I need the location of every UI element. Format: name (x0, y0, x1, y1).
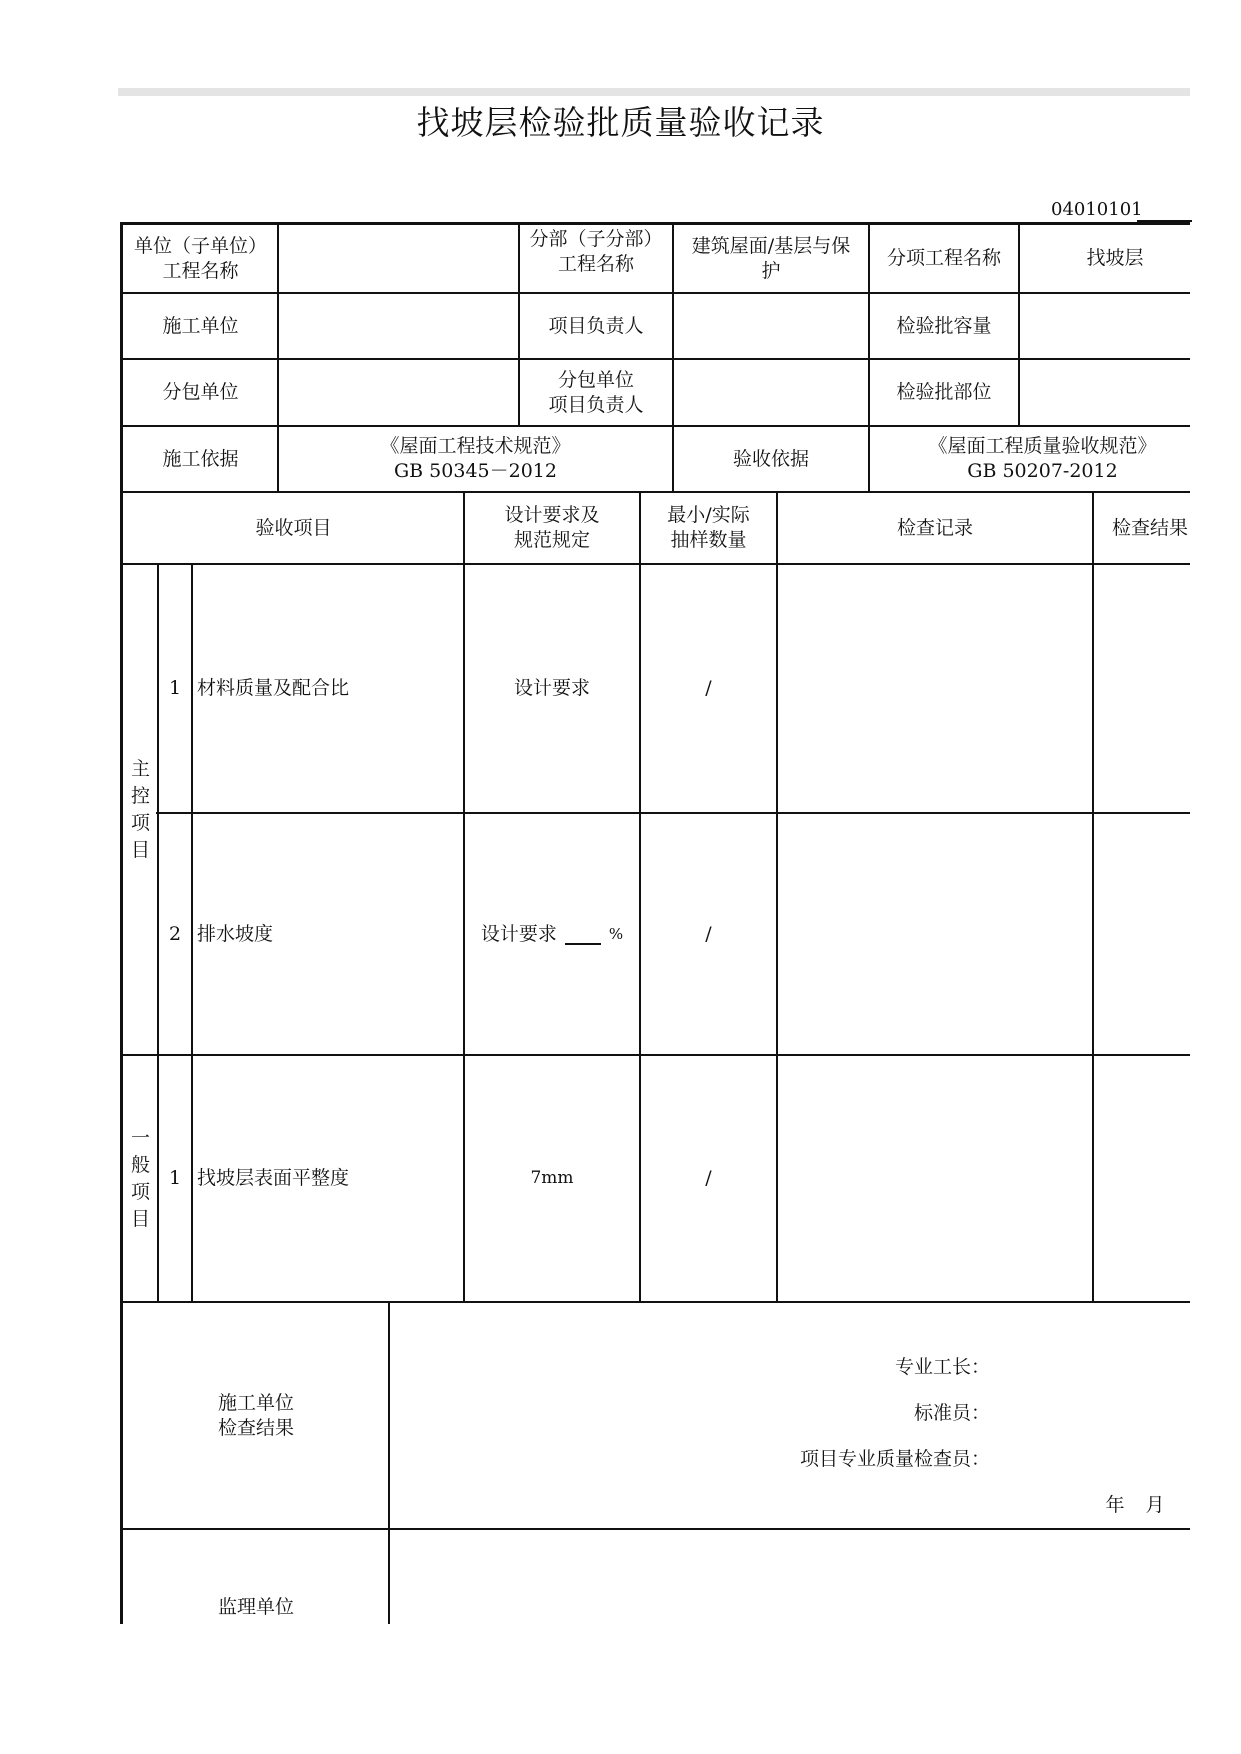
batch-capacity-label: 检验批容量 (896, 314, 992, 337)
design-requirement: 设计要求 (513, 677, 590, 699)
row-number: 1 (168, 677, 182, 699)
col-line (1092, 491, 1094, 1303)
sub-manager-value (674, 360, 868, 425)
contractor-value (279, 294, 518, 358)
col-header-design: 设计要求及 规范规定 (504, 504, 600, 551)
sub-project-value: 建筑屋面/基层与保 护 (691, 234, 851, 282)
acceptance-basis-label: 验收依据 (732, 447, 809, 470)
design-requirement: 7mm (530, 1168, 574, 1188)
sample-count: / (705, 922, 712, 945)
unit-project-value (279, 225, 518, 292)
col-line (776, 491, 778, 1303)
row-line (122, 1528, 1190, 1530)
top-divider (118, 88, 1190, 96)
slope-value-blank[interactable] (565, 923, 601, 945)
item-project-value: 找坡层 (1086, 247, 1144, 269)
quality-inspector-label: 项目专业质量检查员： (799, 1447, 990, 1470)
subcontractor-value (279, 360, 518, 425)
acceptance-basis-value: 《屋面工程质量验收规范》 GB 50207-2012 (928, 435, 1157, 482)
project-manager-value (674, 294, 868, 358)
foreman-label: 专业工长： (894, 1355, 990, 1378)
item-name: 排水坡度 (197, 922, 274, 945)
main-control-items-label: 主 控 项 目 (130, 757, 150, 861)
item-name: 找坡层表面平整度 (197, 1167, 350, 1189)
col-line (191, 563, 193, 1303)
contractor-label: 施工单位 (162, 314, 239, 337)
sub-project-label: 分部（子分部） 工程名称 (529, 227, 663, 275)
standard-officer-label: 标准员： (913, 1401, 990, 1424)
subcontractor-label: 分包单位 (162, 381, 239, 403)
col-header-result: 检查结果 (1112, 516, 1189, 539)
general-items-label: 一 般 项 目 (130, 1126, 150, 1230)
construction-basis-value: 《屋面工程技术规范》 GB 50345－2012 (380, 435, 571, 482)
row-number: 1 (168, 1167, 182, 1189)
col-header-sample: 最小/实际 抽样数量 (667, 504, 750, 551)
design-requirement: 设计要求 % (480, 922, 624, 945)
date-year-label: 年 (1105, 1493, 1125, 1516)
batch-capacity-value (1020, 294, 1190, 358)
sub-manager-label: 分包单位 项目负责人 (548, 368, 644, 416)
page-title: 找坡层检验批质量验收记录 (416, 103, 825, 142)
item-name: 材料质量及配合比 (197, 677, 350, 699)
unit-project-label: 单位（子单位） 工程名称 (133, 234, 267, 282)
batch-location-label: 检验批部位 (896, 381, 992, 403)
date-month-label: 月 (1145, 1493, 1165, 1516)
row-number: 2 (168, 922, 182, 945)
col-header-record: 检查记录 (896, 516, 973, 539)
contractor-check-label: 施工单位 检查结果 (217, 1391, 294, 1439)
batch-location-value (1020, 360, 1190, 425)
col-header-item: 验收项目 (255, 516, 332, 539)
col-line (388, 1301, 390, 1624)
construction-basis-label: 施工依据 (162, 447, 239, 470)
item-project-label: 分项工程名称 (886, 247, 1001, 269)
sample-count: / (705, 1167, 712, 1189)
form-code: 04010101 (1051, 199, 1143, 220)
sample-count: / (705, 677, 712, 699)
project-manager-label: 项目负责人 (548, 314, 644, 337)
table-left-border (120, 222, 123, 1624)
supervision-label: 监理单位 (217, 1595, 294, 1618)
